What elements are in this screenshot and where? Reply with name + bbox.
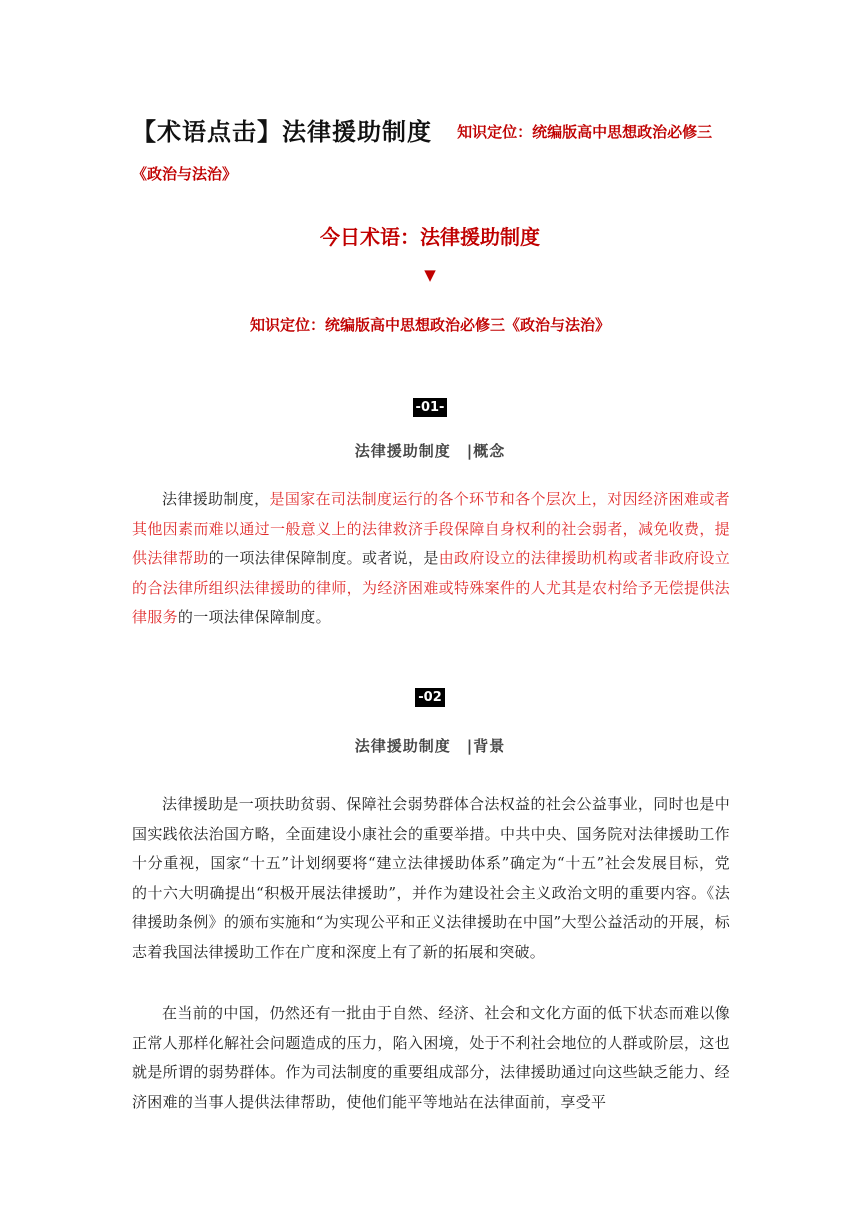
knowledge-position-header-continued: 《政治与法治》 (132, 165, 238, 183)
section-number-badge: -02 (415, 688, 445, 707)
text-run: 法律援助制度， (162, 490, 270, 508)
section-number-2 (0, 686, 860, 707)
title-row (132, 112, 732, 147)
down-arrow-icon: ▼ (424, 266, 436, 284)
text-run: 的一项法律保障制度。或者说，是 (208, 549, 439, 567)
document-title: 【术语点击】法律援助制度 (132, 118, 432, 146)
background-paragraph-2: 在当前的中国，仍然还有一批由于自然、经济、社会和文化方面的低下状态而难以像正常人那样化解社会问题造成的压力，陷入困境，处于不利社会地位的人群或阶层，这也就是所谓的弱势群体。作为司法制度的重要组成部分，法律援助通过向这些缺乏能力、经济困难的当事人提供法律帮助，使他们能平等地站在法律面前，享受平 (132, 1004, 730, 1111)
section-number-1 (0, 396, 860, 417)
section-heading-background: 法律援助制度 |背景 (354, 737, 506, 755)
today-term-heading: 今日术语：法律援助制度 (320, 225, 540, 249)
knowledge-position-header: 知识定位：统编版高中思想政治必修三 (457, 123, 713, 141)
knowledge-position-line: 知识定位：统编版高中思想政治必修三《政治与法治》 (249, 316, 610, 334)
highlighted-text: 是国家在司法制度运行的各个环节和各个层次上，对因经济困难或者其他因素而难以通过一般意义上的法律救济手段保障自身权利的社会弱者，减免收费，提供法律帮助 (132, 490, 730, 567)
background-paragraph-1: 法律援助是一项扶助贫弱、保障社会弱势群体合法权益的社会公益事业，同时也是中国实践依法治国方略，全面建设小康社会的重要举措。中共中央、国务院对法律援助工作十分重视，国家“十五”计划纲要将“建立法律援助体系”确定为“十五”社会发展目标，党的十六大明确提出“积极开展法律援助”，并作为建设社会主义政治文明的重要内容。《法律援助条例》的颁布实施和“为实现公平和正义法律援助在中国”大型公益活动的开展，标志着我国法律援助工作在广度和深度上有了新的拓展和突破。 (132, 795, 730, 961)
section-heading-concept: 法律援助制度 |概念 (354, 442, 506, 460)
text-run: 的一项法律保障制度。 (177, 608, 331, 626)
highlighted-text: 由政府设立的法律援助机构或者非政府设立的合法律所组织法律援助的律师，为经济困难或特殊案件的人尤其是农村给予无偿提供法律服务 (132, 549, 730, 626)
section-number-badge: -01- (413, 398, 448, 417)
concept-paragraph (132, 485, 730, 633)
